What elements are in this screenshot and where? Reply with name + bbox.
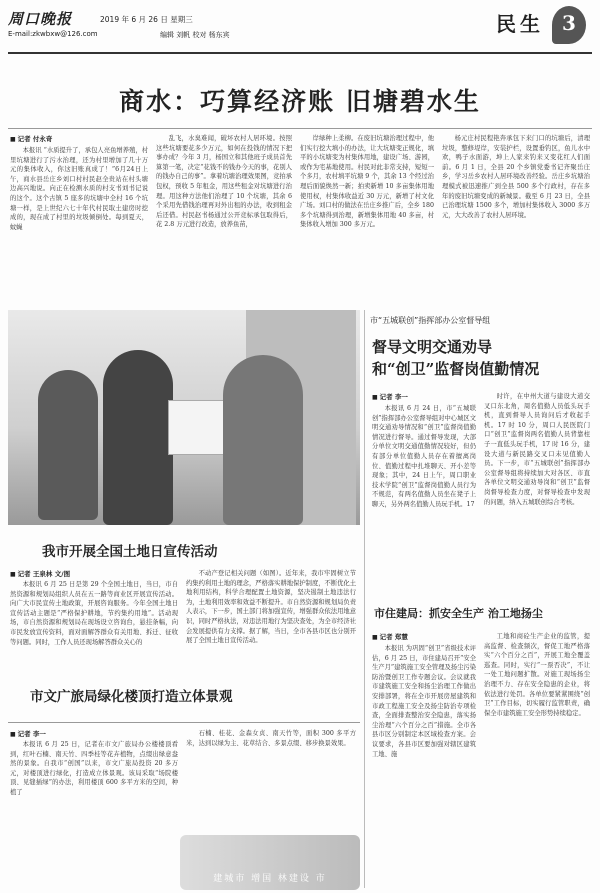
land-day-byline: ■ 记者 王泉林 文/图 bbox=[10, 569, 70, 578]
column-divider bbox=[364, 310, 365, 888]
traffic-col-2 bbox=[484, 392, 590, 584]
construction-col-2-text: 工地和商砼生产企业的监管，提高监督、检查频次，督促工地严格落实“六个百分之百”，开展工地全覆盖巡查。同时，实行“一票否决”，不让一处工地问题扩散。对施工现场扬尘治理不力、存在安全隐患的企业，将依法进行处罚。各单位要紧紧围绕“创卫”工作目标，切实履行监管职责，确保全市建筑施工安全形势持续稳定。 bbox=[484, 633, 590, 717]
land-day-col-2 bbox=[186, 569, 356, 672]
main-col-4 bbox=[442, 134, 590, 304]
construction-col-2 bbox=[484, 632, 590, 888]
main-headline: 商水：巧算经济账 旧塘碧水生 bbox=[119, 87, 481, 116]
land-day-col-1 bbox=[10, 580, 178, 672]
greening-headline: 市文广旅局绿化楼顶打造立体景观 bbox=[30, 689, 233, 705]
photo-person-right bbox=[223, 355, 303, 525]
main-col-4-text: 杨元庄村民程艳奔承包下来门口的坑塘后，清理垃圾，整修堤岸，安装护栏，设置垂钓区，鱼儿水中欢，鸭子水面游，坤上人家来钓来又变花红人们面前。6 月 1 日，全县 20 个乡镇党委书记齐聚岳庄乡，学习岳乡农村人居环境改善经验。岳庄乡坑塘治理模式被迅速推广到全县 500 多个行政村，存在多年的废旧坑塘变成的新城景。截至 6 月 23 日，全县已治理坑塘 1500 多个，增加村集体收入 3000 多万元，大大改善了农村人居环境。 bbox=[442, 135, 590, 219]
greening-banner-text: 建城市 增国 林建设 市 bbox=[213, 874, 327, 884]
traffic-headline-line-1: 督导文明交通劝导 bbox=[372, 338, 493, 356]
main-col-3 bbox=[300, 134, 434, 304]
traffic-headline-line-2: 和“创卫”监督岗值勤情况 bbox=[372, 360, 540, 378]
land-day-headline: 我市开展全国土地日宣传活动 bbox=[42, 544, 218, 560]
main-col-1-text: 本报讯 “水质提升了，承包人亮鱼增养殖，村里坑塘进行了污水治理，还为村里增加了几十万元的集体收入，你这旧账真成了！”6月24日上午，商水县岳庄乡刘口村村民赵全贵站在村头塘边高兴地说。向正在检测水质的村支书刘书记说的这个。这个古镇 5 座多的坑塘中全村 16 个坑塘一样，是上世纪六七十年代村民取土建房时挖成的，现在成了村里的垃圾倾倒处。每到夏天，蚊蝇 bbox=[10, 147, 148, 231]
land-day-col-2-text: 不动产登记相关问题（如图）。近年来，我市牢固树立节约集约利用土地的理念，严格落实耕地保护制度，不断优化土地利用结构，科学合理配置土地资源，坚决遏制土地违法行为，土地利用效率和效益不断提升。市自然资源和规划局负责人表示，下一步，国土部门将加强宣传，增强群众依法用地意识，同时严格执法，对违法用地行为坚决查处，为全市经济社会发展提供有力支撑。据了解，当日，全市各县市区也分别开展了全国土地日宣传活动。 bbox=[186, 570, 356, 645]
greening-rule bbox=[8, 722, 360, 723]
main-byline: ■ 记者 付永奇 bbox=[10, 134, 52, 143]
section-title: 民生 bbox=[496, 12, 544, 36]
traffic-headline bbox=[372, 336, 539, 380]
traffic-col-2-text: 时许，在中州大道与建设大道交叉口东北角，周名值勤人员低头玩手机，直到督导人员询问后才收起手机。17 时 10 分，周口人民医院门口“创卫”监督岗两名值勤人员背靠柱子一直低头玩手机，17 时 16 分，建设大道与新民路交叉口未见值勤人员。下一步，市“五城联创”指挥部办公室督导组将持续加大对各区、市直各单位文明交通劝导岗和“创卫”监督岗督导检查力度，对督导检查中发现的问题，纳入五城联创综合考核。 bbox=[484, 393, 590, 506]
greening-byline: ■ 记者 李一 bbox=[10, 729, 46, 738]
main-col-2-text: 乱飞，水臭难闻，破坏农村人居环境。按照这些坑塘要花多少万元，如何在投钱的情况下把事办成？今年 3 月，杨国立和其他班子成员首先算第一笔，决定“花钱不的钱办今天的事，花别人的钱办自己的事”。拿着坑塘治理效果图，竞拍承包权，预收 5 年租金，用这些租金对坑塘进行治理。用这种方法他们治理了 10 个坑塘，其余 6 个采用先借钱治理再对外出租的办法，收到租金后还借。村民赵书杨通过公开竞标承包取得后，花 2.8 万元进行改造，放养鱼苗， bbox=[156, 135, 292, 229]
greening-banner-image bbox=[180, 835, 360, 890]
issue-date: 2019 年 6 月 26 日 星期三 bbox=[100, 15, 193, 24]
greening-col-1-text: 本报讯 6 月 25 日，记者在市文广旅局办公楼楼顶看到，红叶石楠、南天竹、四季桂等花卉植物，点缀出绿意盎然的景象。自我市“创国”以来，市文广旅局投资 20 多万元，对楼顶进行绿化，打造成立体景观。该局采取“场院楼顶、见缝插绿”的办法，利用楼顶 600 多平方米的空间，种植了 bbox=[10, 741, 178, 796]
construction-headline: 市住建局：抓安全生产 治工地扬尘 bbox=[374, 607, 543, 620]
photo-person-left bbox=[38, 370, 98, 520]
contact-email: E-mail:zkwbxw@126.com bbox=[8, 30, 98, 38]
masthead bbox=[8, 6, 592, 50]
main-col-3-text: 岸绿种上柔柳。在废旧坑塘治理过程中，他们实行挖大填小的办法，让大坑塘变正规化，填平的小坑塘变为村集体用地，建设广场、游园，或作为宅基地使用。村民对此非常支持，短短一个多月，农村填平坑塘 9 个，其余 13 个经过治理后面貌焕然一新；拍卖新增 10 多亩集体用地使用权，村集体收益近 30 万元，新增了村文化广场。刘口村的做法在岳庄乡推广后，全乡 180 多个坑塘得到治理，新增集体用地 40 多亩，村集体收入增加 300 多万元。 bbox=[300, 135, 434, 229]
newspaper-logo: 周口晚报 bbox=[8, 10, 73, 28]
traffic-byline: ■ 记者 李一 bbox=[372, 392, 408, 401]
construction-byline: ■ 记者 郑慧 bbox=[372, 632, 408, 641]
traffic-col-1 bbox=[372, 404, 476, 584]
main-col-1 bbox=[10, 146, 148, 304]
main-col-2 bbox=[156, 134, 292, 304]
page-number-badge: 3 bbox=[552, 6, 586, 44]
construction-col-1 bbox=[372, 644, 476, 888]
greening-col-2 bbox=[186, 729, 356, 829]
photo-person-center bbox=[103, 350, 173, 525]
headline-rule bbox=[8, 128, 592, 129]
construction-col-1-text: 本报讯 为巩固“创卫”省级技术评估，6 月 25 日，市住建局召开“安全生产月”建筑施工安全管理及扬尘污染防治暨创卫工作专题会议。会议就我市建筑施工安全和扬尘治理工作做出安排部署，将在全市开展房屋建筑和市政工程施工安全及扬尘防治专项检查，全面排查整治安全隐患，落实扬尘治理“六个百分之百”措施。全市各县市区分别制定本区域检查方案。会议要求，各县市区要加强对辖区建筑工地、施 bbox=[372, 645, 476, 758]
land-day-col-1-text: 本报讯 6 月 25 日是第 29 个全国土地日，当日，市自然资源和规划局组织人员在五一路等商业区开展宣传活动。向广大市民宣传土地政策，开展咨询服务。今年全国土地日宣传活动主题是“严格保护耕地，节约集约用地”。活动现场，市自然资源和规划局在现场设立咨询台，悬挂条幅，向市民发放宣传资料，面对面解答群众有关用地、拆迁、征收等问题。同时，工作人员还现场解答群众关心的 bbox=[10, 581, 178, 646]
masthead-rule bbox=[8, 52, 592, 54]
editors-line: 编辑 刘帆 校对 杨东宾 bbox=[160, 31, 230, 39]
greening-col-1 bbox=[10, 740, 178, 830]
traffic-kicker: 市“五城联创”指挥部办公室督导组 bbox=[370, 316, 491, 325]
traffic-col-1-text: 本报讯 6 月 24 日，市“五城联创”指挥部办公室督导组对中心城区文明交通劝导情况和“创卫”监督岗值勤情况进行督导。通过督导发现，大部分单位文明交通值勤情况较好，但仍有部分单位值勤人员存在着擅离岗位、值勤过程中扎堆聊天、开小差等现象；其中，24 日上午，周口职业技术学院“创卫”监督岗值勤人员行为不规范，有两名值勤人员坐在凳子上聊天，另外两名值勤人员玩手机。17 bbox=[372, 405, 476, 508]
land-day-photo bbox=[8, 310, 360, 525]
greening-col-2-text: 石楠、桂花、金森女贞、南天竹等，面积 300 多平方米，达到以绿为主、花草结合、多景点缀、移步换景效果。 bbox=[186, 730, 356, 747]
